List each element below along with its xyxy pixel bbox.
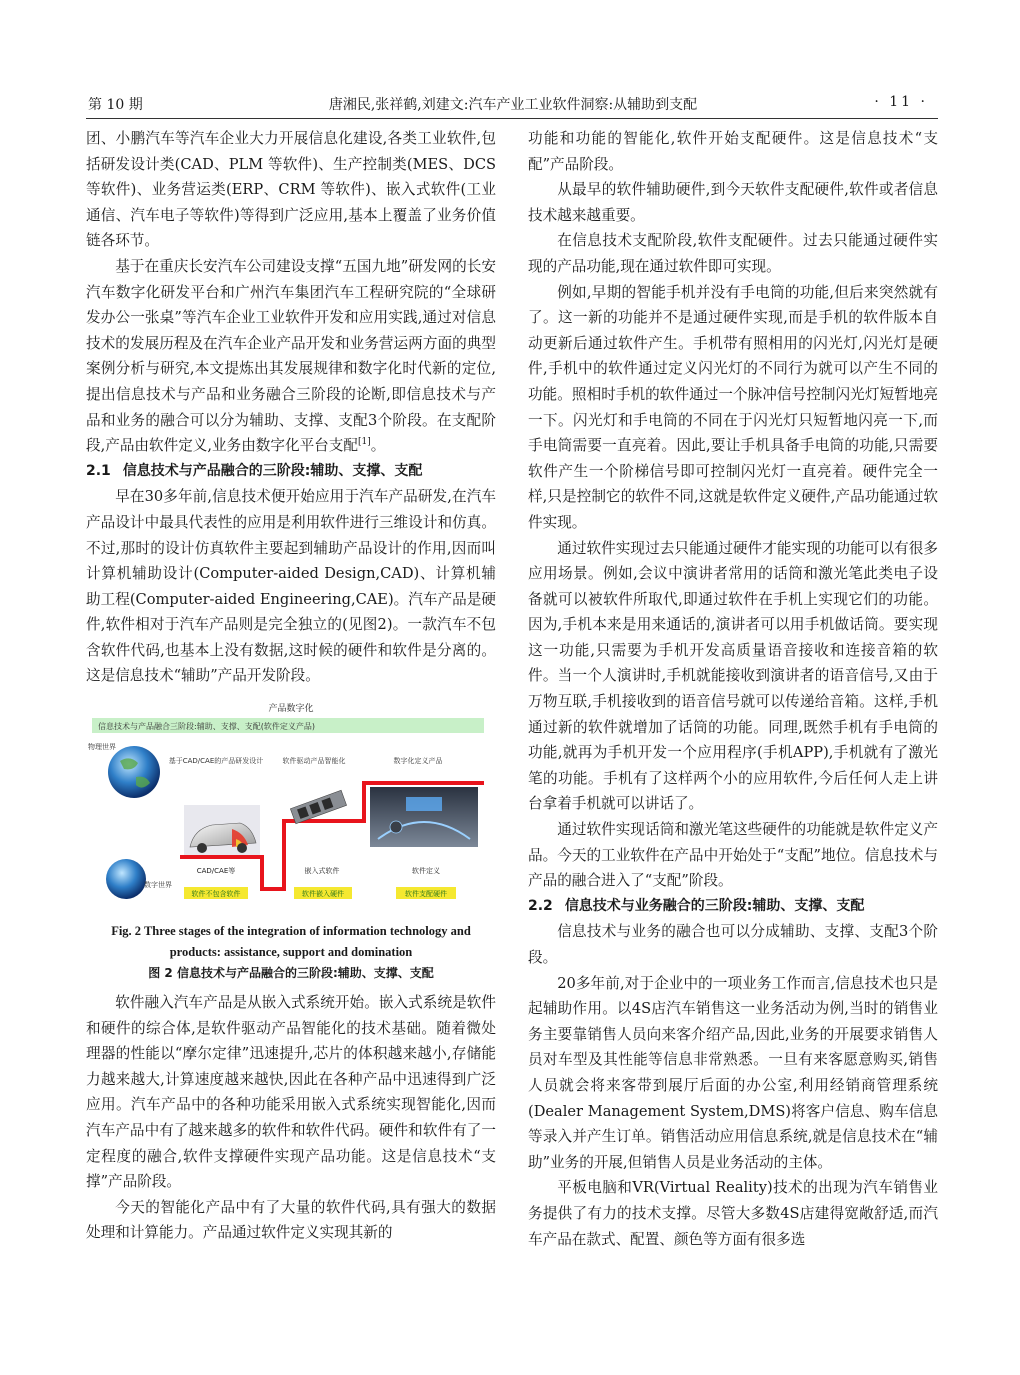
section-heading-2-1: [86, 459, 496, 485]
stage1-description: 基于CAD/CAE的产品研发设计: [168, 757, 264, 766]
digital-globe-icon: [106, 859, 146, 899]
stage2-description: 软件驱动产品智能化: [282, 757, 346, 766]
stage3-badge-text: 软件支配硬件: [405, 890, 447, 899]
stage3-label: 软件定义: [412, 867, 440, 876]
car-wheel-rear: [237, 843, 247, 853]
paragraph: 通过软件实现过去只能通过硬件才能实现的功能可以有很多应用场景。例如,会议中演讲者常用的话筒和激光笔此类电子设备就可以被软件所取代,即通过软件在手机上实现它们的功能。因为,手机本来是用来通话的,演讲者可以用手机做话筒。要实现这一功能,只需要为手机开发高质量语音接收和连接音箱的软件。当一个人演讲时,手机就能接收到演讲者的语音信号,又由于万物互联,手机接收到的语音信号就可以传递给音箱。这样,手机通过新的软件就增加了话筒的功能。同理,既然手机有手电筒的功能,就再为手机开发一个应用程序(手机APP),手机就有了激光笔的功能。手机有了这样两个小的应用软件,今后任何人走上讲台拿着手机就可以讲话了。: [528, 539, 938, 813]
page-number: · 11 ·: [874, 94, 928, 110]
paragraph: 今天的智能化产品中有了大量的软件代码,具有强大的数据处理和计算能力。产品通过软件定义实现其新的: [86, 1198, 496, 1242]
running-header: [88, 94, 938, 116]
paragraph: 通过软件实现话筒和激光笔这些硬件的功能就是软件定义产品。今天的工业软件在产品中开始处于“支配”地位。信息技术与产品的融合进入了“支配”阶段。: [528, 821, 938, 890]
figure-banner-text: 信息技术与产品融合三阶段:辅助、支撑、支配(软件定义产品): [98, 722, 315, 732]
earth-globe-icon: [108, 746, 160, 798]
figure-2-caption: [86, 921, 496, 984]
section-title: 信息技术与业务融合的三阶段:辅助、支撑、支配: [564, 897, 865, 914]
section-number: 2.1: [86, 462, 111, 479]
stage1-label: CAD/CAE等: [196, 867, 236, 876]
physical-world-label: 物理世界: [88, 743, 116, 752]
paragraph: 早在30多年前,信息技术便开始应用于汽车产品研发,在汽车产品设计中最具代表性的应用是利用软件进行三维设计和仿真。不过,那时的设计仿真软件主要起到辅助产品设计的作用,因而叫计算机辅助设计(Computer-aided Design,CAD)、计算机辅助工程(Computer-aided Engineering,CAE)。汽车产品是硬件,软件相对于汽车产品则是完全独立的(见图2)。一款汽车不包含软件代码,也基本上没有数据,这时候的硬件和软件是分离的。这是信息技术“辅助”产品开发阶段。: [86, 488, 496, 685]
paragraph: 团、小鹏汽车等汽车企业大力开展信息化建设,各类工业软件,包括研发设计类(CAD、PLM 等软件)、生产控制类(MES、DCS 等软件)、业务营运类(ERP、CRM 等软件)、嵌入式软件(工业通信、汽车电子等软件)等得到广泛应用,基本上覆盖了业务价值链各环节。: [86, 130, 496, 250]
digital-world-label: 数字世界: [144, 881, 172, 890]
caption-english-line1: Fig. 2 Three stages of the integration of information technology and: [111, 924, 471, 939]
header-rule: [86, 118, 938, 119]
section-number: 2.2: [528, 897, 553, 914]
stage1-badge-text: 软件不包含软件: [191, 890, 241, 899]
paragraph: 在信息技术支配阶段,软件支配硬件。过去只能通过硬件实现的产品功能,现在通过软件即可实现。: [528, 232, 938, 275]
paragraph: 20多年前,对于企业中的一项业务工作而言,信息技术也只是起辅助作用。以4S店汽车销售这一业务活动为例,当时的销售业务主要靠销售人员向来客介绍产品,因此,业务的开展要求销售人员对车型及其性能等信息非常熟悉。一旦有来客愿意购买,销售人员就会将来客带到展厅后面的办公室,利用经销商管理系统(Dealer Management System,DMS)将客户信息、购车信息等录入并产生订单。销售活动应用信息系统,就是信息技术在“辅助”业务的开展,但销售人员是业务活动的主体。: [528, 974, 938, 1171]
reference-1[interactable]: [1]: [357, 437, 371, 448]
paragraph: 例如,早期的智能手机并没有手电筒的功能,但后来突然就有了。这一新的功能并不是通过硬件实现,而是手机的软件版本自动更新后通过软件产生。手机带有照相用的闪光灯,闪光灯是硬件,手机中的软件通过定义闪光灯的不同行为就可以产生不同的功能。照相时手机的软件通过一个脉冲信号控制闪光灯短暂地亮一下。闪光灯和手电筒的不同在于闪光灯只短暂地闪亮一下,而手电筒需要一直亮着。因此,要让手机具备手电筒的功能,只需要软件产生一个阶梯信号即可控制闪光灯一直亮着。硬件完全一样,只是控制它的软件不同,这就是软件定义硬件,产品功能通过软件实现。: [528, 283, 938, 531]
section-heading-2-2: [528, 894, 938, 920]
section-title: 信息技术与产品融合的三阶段:辅助、支撑、支配: [122, 462, 423, 479]
chip-board-image: [290, 790, 346, 824]
paragraph: 信息技术与业务的融合也可以分成辅助、支撑、支配3个阶段。: [528, 923, 938, 966]
stage3-description: 数字化定义产品: [393, 757, 443, 766]
paragraph: 从最早的软件辅助硬件,到今天软件支配硬件,软件或者信息技术越来越重要。: [528, 181, 938, 224]
paragraph-end: 。: [370, 437, 386, 455]
paragraph: 平板电脑和VR(Virtual Reality)技术的出现为汽车销售业务提供了有力的技术支撑。尽管大多数4S店建得宽敞舒适,而汽车产品在款式、配置、颜色等方面有很多选: [528, 1179, 938, 1248]
smart-cockpit-image: [370, 787, 478, 847]
cockpit-display: [406, 797, 442, 811]
paragraph: 功能和功能的智能化,软件开始支配硬件。这是信息技术“支配”产品阶段。: [528, 130, 938, 173]
issue-number: 第 10 期: [88, 97, 143, 113]
caption-english-line2: products: assistance, support and domination: [169, 945, 413, 960]
paragraph: 软件融入汽车产品是从嵌入式系统开始。嵌入式系统是软件和硬件的综合体,是软件驱动产品智能化的技术基础。随着微处理器的性能以“摩尔定律”迅速提升,芯片的体积越来越小,存储能力越来越大,计算速度越来越快,因此在各种产品中迅速得到广泛应用。汽车产品中的各种功能采用嵌入式系统实现智能化,因而汽车产品中有了越来越多的软件和软件代码。硬件和软件有了一定程度的融合,软件支撑硬件实现产品功能。这是信息技术“支撑”产品阶段。: [86, 994, 496, 1191]
figure-2: [86, 697, 496, 917]
caption-chinese: 图 2 信息技术与产品融合的三阶段:辅助、支撑、支配: [148, 966, 434, 981]
paragraph-text: 基于在重庆长安汽车公司建设支撑“五国九地”研发网的长安汽车数字化研发平台和广州汽车集团汽车工程研究院的“全球研发办公一张桌”等汽车企业工业软件开发和应用实践,通过对信息技术的发展历程及在汽车企业产品开发和业务营运两方面的典型案例分析与研究,本文提炼出其发展规律和数字化时代新的定位,提出信息技术与产品和业务融合三阶段的论断,即信息技术与产品和业务的融合可以分为辅助、支撑、支配3个阶段。在支配阶段,产品由软件定义,业务由数字化平台支配: [86, 257, 496, 455]
right-column: [528, 126, 938, 1252]
figure-2-graphic: [86, 697, 496, 917]
left-column: [86, 126, 496, 1246]
figure-title: 产品数字化: [268, 704, 314, 715]
steering-wheel-icon: [390, 821, 402, 833]
car-wheel-front: [197, 843, 207, 853]
stage2-label: 嵌入式软件: [304, 867, 340, 876]
paragraph: [86, 254, 496, 459]
running-title: 唐湘民,张祥鹤,刘建文:汽车产业工业软件洞察:从辅助到支配: [328, 97, 698, 113]
stage2-badge-text: 软件嵌入硬件: [302, 890, 344, 899]
